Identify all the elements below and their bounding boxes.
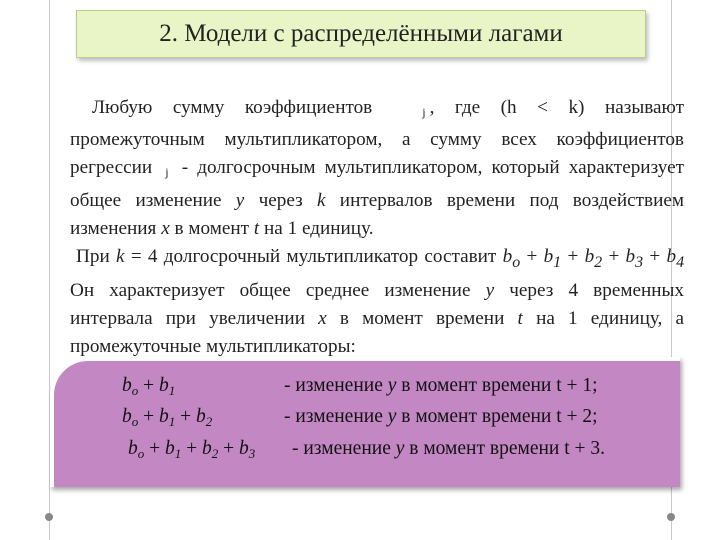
slide-title: 2. Модели с распределёнными лагами: [76, 10, 646, 58]
callout-row-3-formula: $b_o + b_1 + b_2 + b_3$: [128, 438, 256, 461]
paragraph-1: Любую сумму коэффициентов j , где (h < k) называют промежуточным мультипликатором, а сумму всех коэффициентов регрессии j - долгосрочным мультипликатором, который характеризует общее изменение y через k интервалов времени под воздействием изменения x в момент t на 1 единицу.: [70, 97, 685, 239]
callout-row-1-desc: - изменение y в момент времени t + 1;: [284, 375, 598, 396]
callout-row-3-desc: - изменение y в момент времени t + 3.: [292, 438, 606, 459]
callout-row-2-desc: - изменение y в момент времени t + 2;: [284, 406, 598, 427]
paragraph-2: При k = 4 долгосрочный мультипликатор составит $b_o + b_1 + b_2 + b_3 + b_4$ Он характеризует общее среднее изменение y через 4 временных интервала при увеличении x в момент времени t на 1 единицу, а промежуточные мультипликаторы:: [70, 246, 685, 358]
corner-dot-left: [45, 513, 53, 521]
corner-dot-right: [667, 513, 675, 521]
body-text: [70, 94, 684, 362]
callout-row-2-formula: $b_o + b_1 + b_2$: [122, 406, 213, 429]
callout-row-1-formula: $b_o + b_1$: [122, 375, 176, 398]
